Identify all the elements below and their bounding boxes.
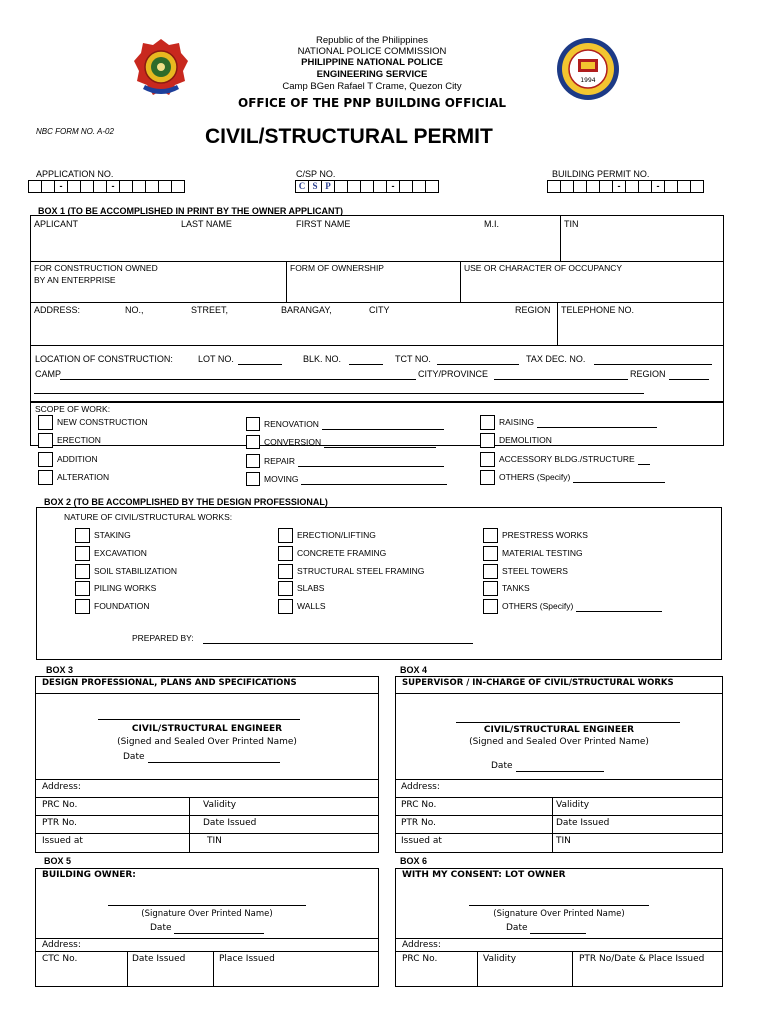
nature-staking-checkbox[interactable] (75, 528, 90, 543)
number-cell[interactable] (41, 180, 55, 193)
number-cell[interactable] (399, 180, 413, 193)
scope-repair-field[interactable] (298, 458, 444, 467)
number-cell[interactable] (93, 180, 107, 193)
scope-accessory-bldg-structure-label: ACCESSORY BLDG./STRUCTURE (499, 454, 635, 464)
nature-material-testing-label: MATERIAL TESTING (502, 548, 583, 558)
seal-year: 1994 (580, 77, 596, 84)
city-province-label: CITY/PROVINCE (418, 369, 489, 379)
scope-renovation-checkbox[interactable] (246, 417, 260, 431)
box6-heading: WITH MY CONSENT: LOT OWNER (402, 870, 566, 880)
nature-tanks-checkbox[interactable] (483, 581, 498, 596)
nature-soil-stabilization-checkbox[interactable] (75, 564, 90, 579)
box4-prc-label: PRC No. (401, 800, 437, 810)
nature-soil-stabilization-label: SOIL STABILIZATION (94, 566, 177, 576)
scope-renovation-label: RENOVATION (264, 419, 319, 429)
box4-signed: (Signed and Sealed Over Printed Name) (469, 737, 649, 747)
number-cell[interactable] (638, 180, 652, 193)
nature-concrete-framing-checkbox[interactable] (278, 546, 293, 561)
number-cell[interactable] (28, 180, 42, 193)
box3-address-label: Address: (42, 782, 81, 792)
scope-others-specify--field[interactable] (573, 474, 665, 483)
scope-new-construction-label: NEW CONSTRUCTION (57, 417, 148, 427)
box3-engineer: CIVIL/STRUCTURAL ENGINEER (131, 724, 283, 734)
box4-ptr-label: PTR No. (401, 818, 436, 828)
construction-owned-label: FOR CONSTRUCTION OWNED (34, 263, 158, 273)
box3-heading: DESIGN PROFESSIONAL, PLANS AND SPECIFICATIONS (42, 678, 297, 688)
nature-others-specify--label: OTHERS (Specify) (502, 601, 574, 611)
nature-excavation-label: EXCAVATION (94, 548, 147, 558)
scope-conversion-checkbox[interactable] (246, 435, 260, 449)
number-cell[interactable] (599, 180, 613, 193)
city-label: CITY (369, 305, 390, 315)
nature-steel-towers-checkbox[interactable] (483, 564, 498, 579)
nature-prestress-works-label: PRESTRESS WORKS (502, 530, 588, 540)
nature-foundation-label: FOUNDATION (94, 601, 150, 611)
pnp-seal-icon (133, 37, 189, 99)
number-cell[interactable] (560, 180, 574, 193)
scope-renovation-field[interactable] (322, 421, 444, 430)
box3-validity-label: Validity (203, 800, 237, 810)
scope-addition-checkbox[interactable] (38, 452, 53, 467)
header-napolcom: NATIONAL POLICE COMMISSION (297, 46, 447, 57)
box4-date-field[interactable] (516, 763, 604, 772)
number-cell[interactable]: - (106, 180, 120, 193)
header-republic: Republic of the Philippines (316, 35, 428, 46)
number-cell[interactable]: C (295, 180, 309, 193)
box6-date-label: Date (506, 923, 528, 933)
scope-conversion-label: CONVERSION (264, 437, 322, 447)
box3-ptr-label: PTR No. (42, 818, 77, 828)
scope-raising-field[interactable] (537, 419, 657, 428)
nature-material-testing-checkbox[interactable] (483, 546, 498, 561)
box4-label: BOX 4 (400, 665, 428, 675)
box1-scope-area (30, 215, 724, 446)
number-cell[interactable] (425, 180, 439, 193)
building-permit-no-field[interactable] (547, 180, 704, 193)
scope-of-work-label: SCOPE OF WORK: (35, 404, 111, 414)
number-cell[interactable]: S (308, 180, 322, 193)
box5-place-issued-label: Place Issued (219, 954, 275, 964)
box5-date-label: Date (150, 923, 172, 933)
page-title: CIVIL/STRUCTURAL PERMIT (205, 125, 493, 148)
box5-address-label: Address: (42, 940, 81, 950)
form-of-ownership-label: FORM OF OWNERSHIP (290, 263, 384, 273)
number-cell[interactable] (547, 180, 561, 193)
box5-ctc-label: CTC No. (42, 954, 78, 964)
box5-signature: (Signature Over Printed Name) (141, 909, 273, 919)
nature-slabs-checkbox[interactable] (278, 581, 293, 596)
box4-engineer: CIVIL/STRUCTURAL ENGINEER (483, 725, 635, 735)
city-province-field[interactable] (494, 371, 628, 380)
lot-no-label: LOT NO. (198, 354, 234, 364)
use-of-occupancy-label: USE OR CHARACTER OF OCCUPANCY (464, 263, 623, 273)
scope-demolition-field[interactable] (555, 437, 661, 446)
nature-prestress-works-checkbox[interactable] (483, 528, 498, 543)
header-engineering: ENGINEERING SERVICE (316, 69, 428, 80)
scope-accessory-bldg-structure-checkbox[interactable] (480, 452, 495, 467)
first-name-label: FIRST NAME (296, 219, 351, 229)
header-address: Camp BGen Rafael T Crame, Quezon City (282, 81, 462, 92)
box4-validity-label: Validity (556, 800, 590, 810)
csp-no-field[interactable] (295, 180, 439, 193)
location-label: LOCATION OF CONSTRUCTION: (35, 354, 173, 364)
scope-erection-label: ERECTION (57, 435, 101, 445)
engineering-service-seal-icon (556, 37, 620, 101)
scope-others-specify--label: OTHERS (Specify) (499, 472, 571, 482)
number-cell[interactable] (573, 180, 587, 193)
box5-date-field[interactable] (174, 925, 264, 934)
box6-ptr-date-place-label: PTR No/Date & Place Issued (579, 954, 705, 964)
number-cell[interactable] (334, 180, 348, 193)
box5-label: BOX 5 (44, 856, 72, 866)
nature-walls-checkbox[interactable] (278, 599, 293, 614)
box4-date-issued-label: Date Issued (556, 818, 610, 828)
box4-tin-label: TIN (556, 836, 571, 846)
box3-date-issued-label: Date Issued (203, 818, 257, 828)
nature-erection-lifting-checkbox[interactable] (278, 528, 293, 543)
csp-no-label: C/SP NO. (296, 169, 336, 179)
scope-conversion-field[interactable] (324, 439, 436, 448)
box3-tin-label: TIN (207, 836, 222, 846)
number-cell[interactable] (664, 180, 678, 193)
number-cell[interactable] (119, 180, 133, 193)
scope-others-specify--checkbox[interactable] (480, 470, 495, 485)
box3-signed: (Signed and Sealed Over Printed Name) (117, 737, 297, 747)
box6-date-field[interactable] (530, 925, 586, 934)
tct-no-label: TCT NO. (395, 354, 431, 364)
application-no-label: APPLICATION NO. (36, 169, 114, 179)
number-cell[interactable] (360, 180, 374, 193)
scope-moving-label: MOVING (264, 474, 299, 484)
mi-label: M.I. (484, 219, 499, 229)
nature-of-works-label: NATURE OF CIVIL/STRUCTURAL WORKS: (64, 512, 233, 522)
box6-address-label: Address: (402, 940, 441, 950)
nature-others-specify--field[interactable] (576, 603, 662, 612)
number-cell[interactable] (171, 180, 185, 193)
number-cell[interactable]: - (54, 180, 68, 193)
nature-structural-steel-framing-checkbox[interactable] (278, 564, 293, 579)
number-cell[interactable] (373, 180, 387, 193)
scope-new-construction-checkbox[interactable] (38, 415, 53, 430)
box3-issued-at-label: Issued at (42, 836, 83, 846)
nature-slabs-label: SLABS (297, 583, 325, 593)
box4-issued-at-label: Issued at (401, 836, 442, 846)
form-number: NBC FORM NO. A-02 (36, 127, 114, 136)
number-cell[interactable] (677, 180, 691, 193)
scope-demolition-label: DEMOLITION (499, 435, 552, 445)
box6-label: BOX 6 (400, 856, 428, 866)
box2-heading: BOX 2 (TO BE ACCOMPLISHED BY THE DESIGN PROFESSIONAL) (44, 497, 328, 507)
office-title: OFFICE OF THE PNP BUILDING OFFICIAL (238, 96, 506, 110)
scope-moving-checkbox[interactable] (246, 472, 260, 486)
number-cell[interactable]: - (386, 180, 400, 193)
number-cell[interactable] (67, 180, 81, 193)
region2-label: REGION (630, 369, 666, 379)
box3-date-label: Date (123, 752, 145, 762)
telephone-label: TELEPHONE NO. (561, 305, 635, 315)
building-permit-no-label: BUILDING PERMIT NO. (552, 169, 650, 179)
box3-label: BOX 3 (46, 665, 74, 675)
camp-field[interactable] (60, 371, 416, 380)
box3-date-field[interactable] (148, 754, 280, 763)
tct-no-field[interactable] (437, 356, 519, 365)
number-cell[interactable] (145, 180, 159, 193)
number-cell[interactable]: - (612, 180, 626, 193)
tax-dec-field[interactable] (594, 356, 712, 365)
box5-date-issued-label: Date Issued (132, 954, 186, 964)
scope-moving-field[interactable] (301, 476, 447, 485)
blk-no-field[interactable] (349, 356, 383, 365)
nature-excavation-checkbox[interactable] (75, 546, 90, 561)
blk-no-label: BLK. NO. (303, 354, 342, 364)
nature-walls-label: WALLS (297, 601, 326, 611)
lot-no-field[interactable] (238, 356, 282, 365)
number-cell[interactable] (132, 180, 146, 193)
scope-raising-label: RAISING (499, 417, 534, 427)
header-pnp: PHILIPPINE NATIONAL POLICE (301, 57, 443, 68)
nature-concrete-framing-label: CONCRETE FRAMING (297, 548, 387, 558)
box5-heading: BUILDING OWNER: (42, 870, 136, 880)
nature-piling-works-label: PILING WORKS (94, 583, 157, 593)
number-cell[interactable] (586, 180, 600, 193)
box4-address-label: Address: (401, 782, 440, 792)
scope-alteration-label: ALTERATION (57, 472, 110, 482)
prepared-by-label: PREPARED BY: (132, 633, 194, 643)
box3-prc-label: PRC No. (42, 800, 78, 810)
application-no-field[interactable] (28, 180, 185, 193)
tax-dec-label: TAX DEC. NO. (526, 354, 586, 364)
number-cell[interactable] (690, 180, 704, 193)
camp-field-line2[interactable] (34, 385, 644, 394)
scope-erection-checkbox[interactable] (38, 433, 53, 448)
scope-raising-checkbox[interactable] (480, 415, 495, 430)
scope-demolition-checkbox[interactable] (480, 433, 495, 448)
scope-alteration-checkbox[interactable] (38, 470, 53, 485)
scope-repair-label: REPAIR (264, 456, 296, 466)
number-cell[interactable]: - (651, 180, 665, 193)
nature-tanks-label: TANKS (502, 583, 530, 593)
number-cell[interactable] (625, 180, 639, 193)
applicant-label: APLICANT (34, 219, 79, 229)
nature-staking-label: STAKING (94, 530, 131, 540)
address-label: ADDRESS: (34, 305, 81, 315)
prepared-by-field[interactable] (203, 635, 473, 644)
number-cell[interactable] (412, 180, 426, 193)
scope-addition-label: ADDITION (57, 454, 98, 464)
number-cell[interactable] (158, 180, 172, 193)
nature-structural-steel-framing-label: STRUCTURAL STEEL FRAMING (297, 566, 425, 576)
barangay-label: BARANGAY, (281, 305, 332, 315)
last-name-label: LAST NAME (181, 219, 232, 229)
address-no-label: NO., (125, 305, 144, 315)
box1-heading: BOX 1 (TO BE ACCOMPLISHED IN PRINT BY THE OWNER APPLICANT) (38, 206, 344, 216)
scope-accessory-bldg-structure-field[interactable] (638, 456, 650, 465)
number-cell[interactable] (80, 180, 94, 193)
tin-label: TIN (564, 219, 579, 229)
box6-signature: (Signature Over Printed Name) (493, 909, 625, 919)
enterprise-label: BY AN ENTERPRISE (34, 275, 116, 285)
scope-repair-checkbox[interactable] (246, 454, 260, 468)
nature-erection-lifting-label: ERECTION/LIFTING (297, 530, 376, 540)
region2-field[interactable] (669, 371, 709, 380)
box4-date-label: Date (491, 761, 513, 771)
box4-heading: SUPERVISOR / IN-CHARGE OF CIVIL/STRUCTURAL WORKS (402, 678, 674, 688)
nature-steel-towers-label: STEEL TOWERS (502, 566, 568, 576)
nature-piling-works-checkbox[interactable] (75, 581, 90, 596)
camp-label: CAMP (35, 369, 62, 379)
box6-validity-label: Validity (483, 954, 517, 964)
street-label: STREET, (191, 305, 229, 315)
nature-others-specify--checkbox[interactable] (483, 599, 498, 614)
number-cell[interactable] (347, 180, 361, 193)
box6-prc-label: PRC No. (402, 954, 438, 964)
number-cell[interactable]: P (321, 180, 335, 193)
nature-foundation-checkbox[interactable] (75, 599, 90, 614)
region-label: REGION (515, 305, 551, 315)
